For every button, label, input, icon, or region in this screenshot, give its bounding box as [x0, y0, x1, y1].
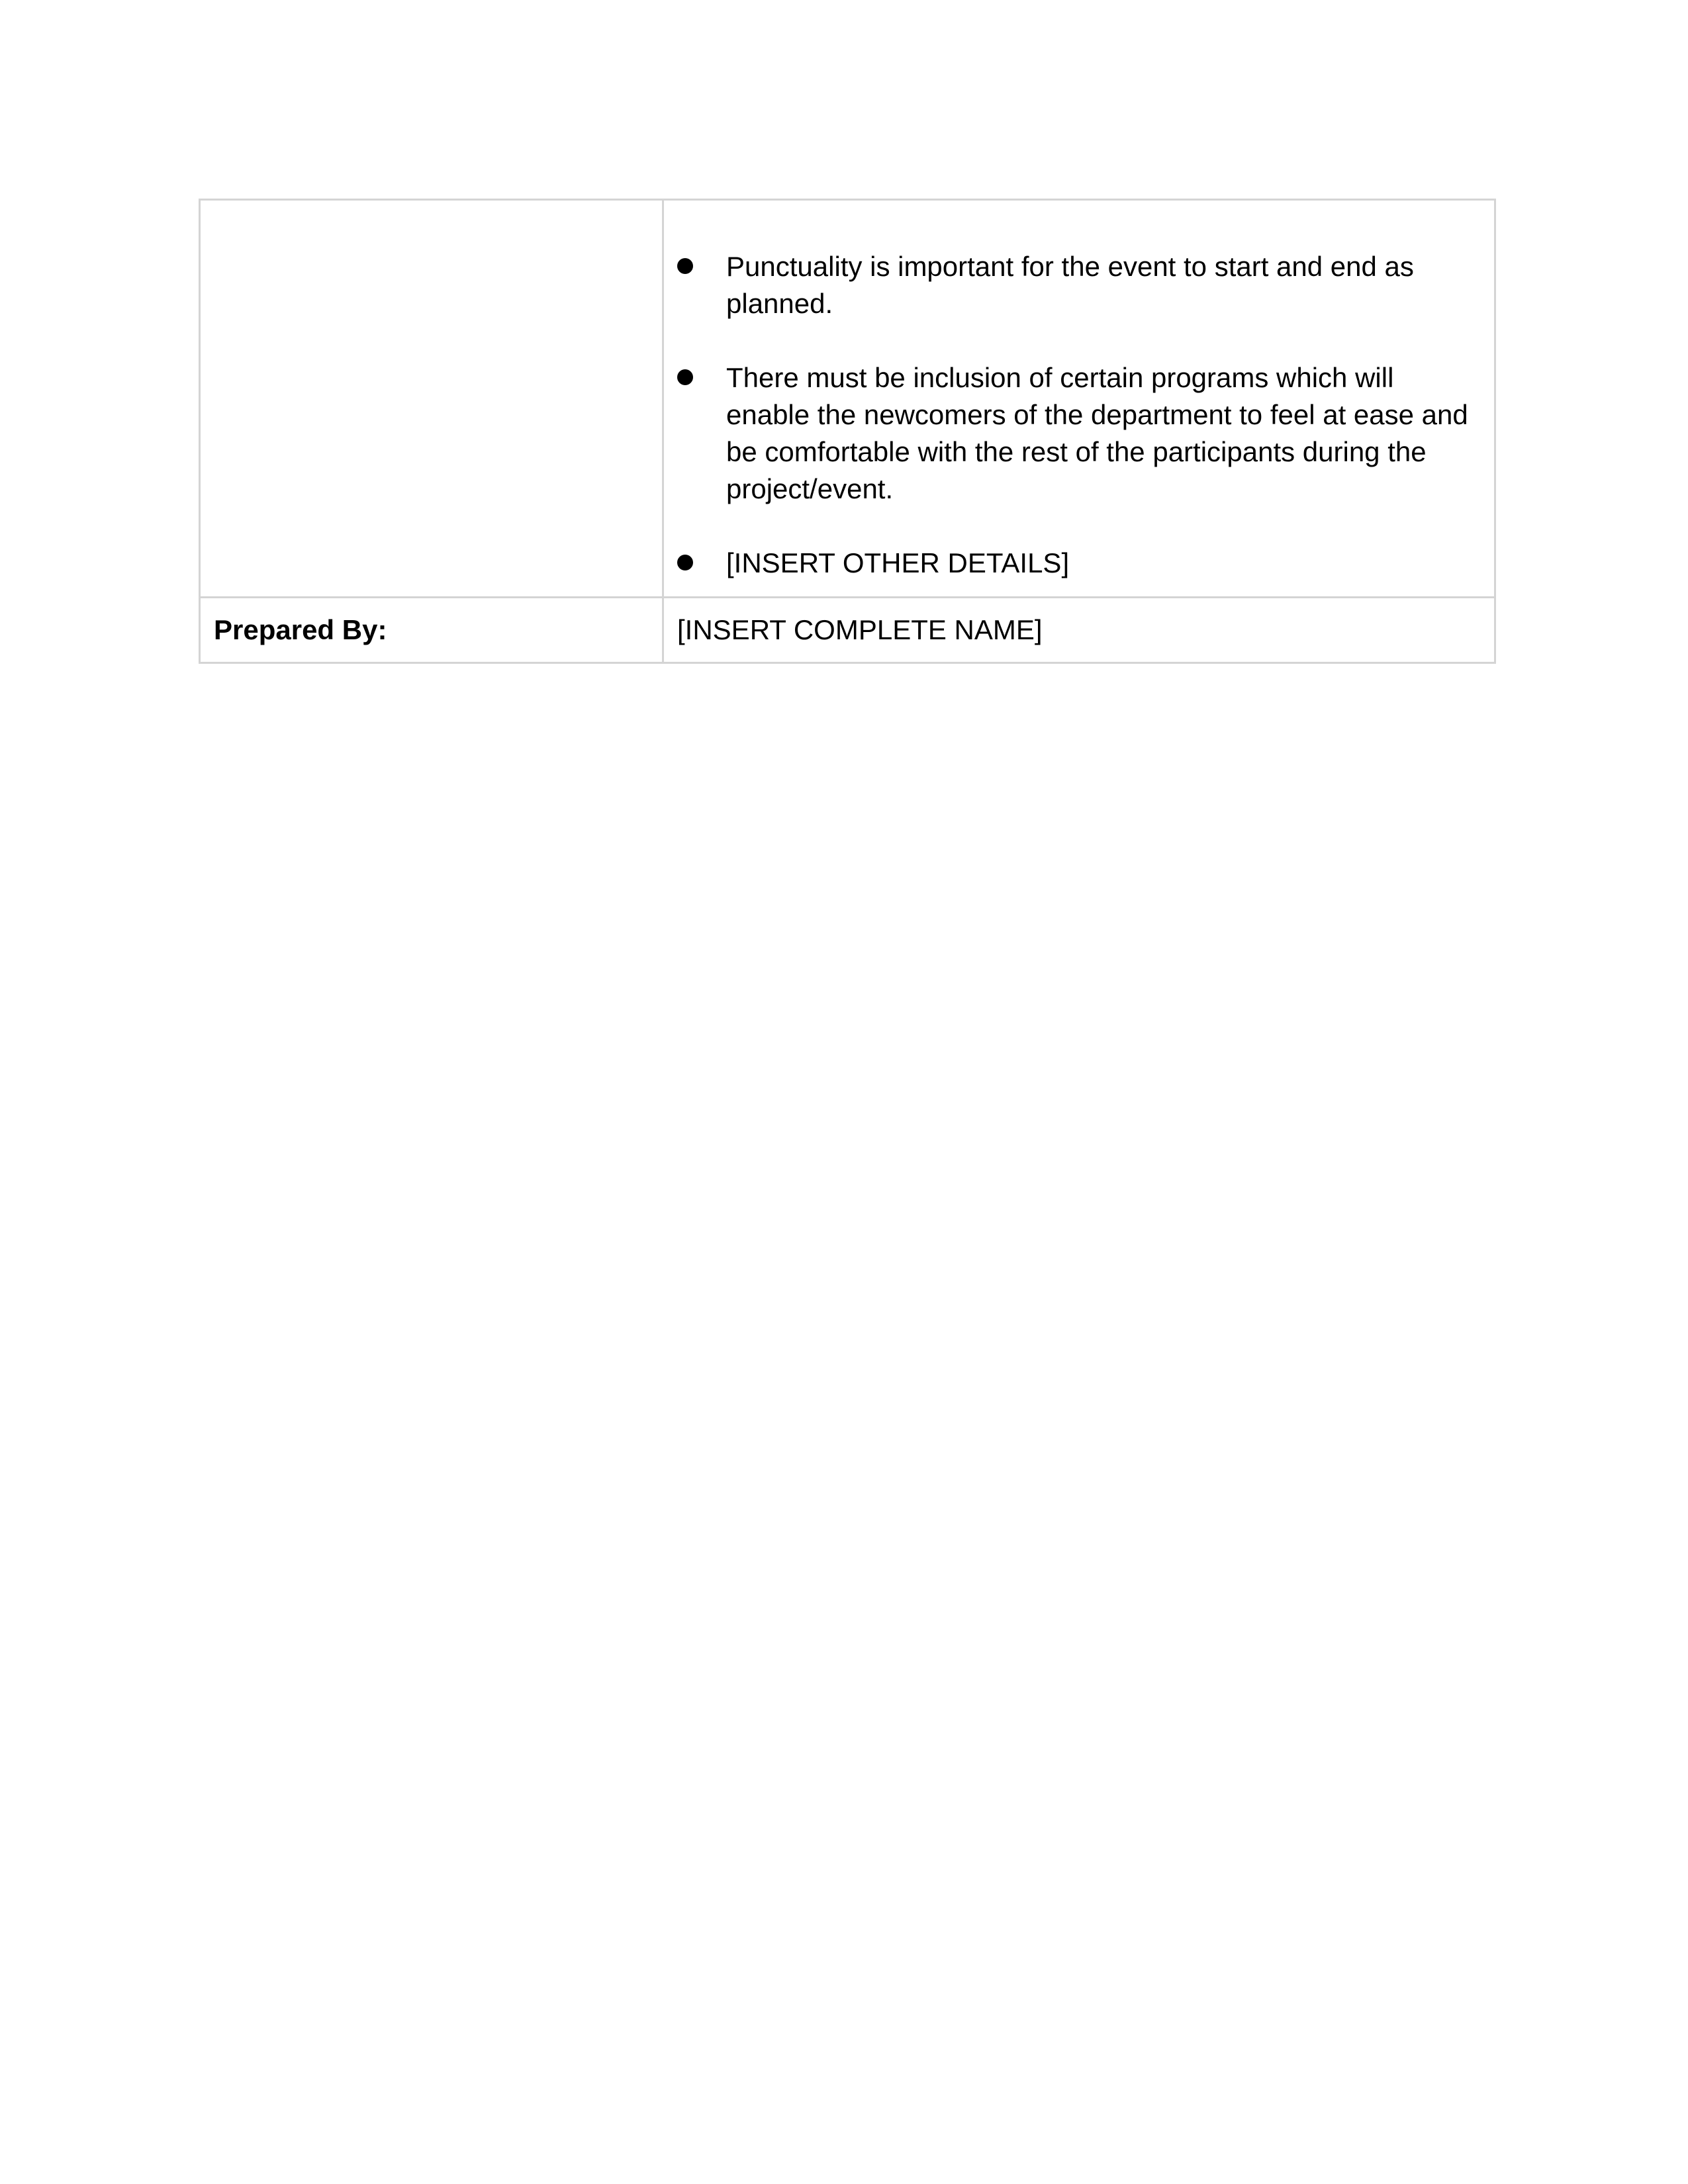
list-item	[676, 545, 1483, 582]
bullet-dot-icon	[677, 258, 693, 274]
list-item	[676, 359, 1483, 508]
table-row	[200, 598, 1495, 663]
list-item	[676, 248, 1483, 322]
prepared-by-value-cell	[663, 598, 1495, 663]
prepared-by-label-cell	[200, 598, 663, 663]
table-row	[200, 200, 1495, 598]
prepared-by-label: Prepared By:	[214, 614, 387, 645]
table-cell-details	[663, 200, 1495, 598]
details-table	[199, 199, 1496, 664]
bullet-dot-icon	[677, 369, 693, 385]
bullet-text: Punctuality is important for the event to start and end as planned.	[726, 251, 1414, 319]
table-cell-empty	[200, 200, 663, 598]
details-bullet-list	[664, 201, 1494, 582]
bullet-text: There must be inclusion of certain programs which will enable the newcomers of the department to feel at ease and be comfortable with the rest of the participants during the project/event.	[726, 362, 1468, 504]
bullet-text: [INSERT OTHER DETAILS]	[726, 547, 1070, 578]
bullet-dot-icon	[677, 555, 693, 570]
prepared-by-value: [INSERT COMPLETE NAME]	[677, 614, 1043, 645]
